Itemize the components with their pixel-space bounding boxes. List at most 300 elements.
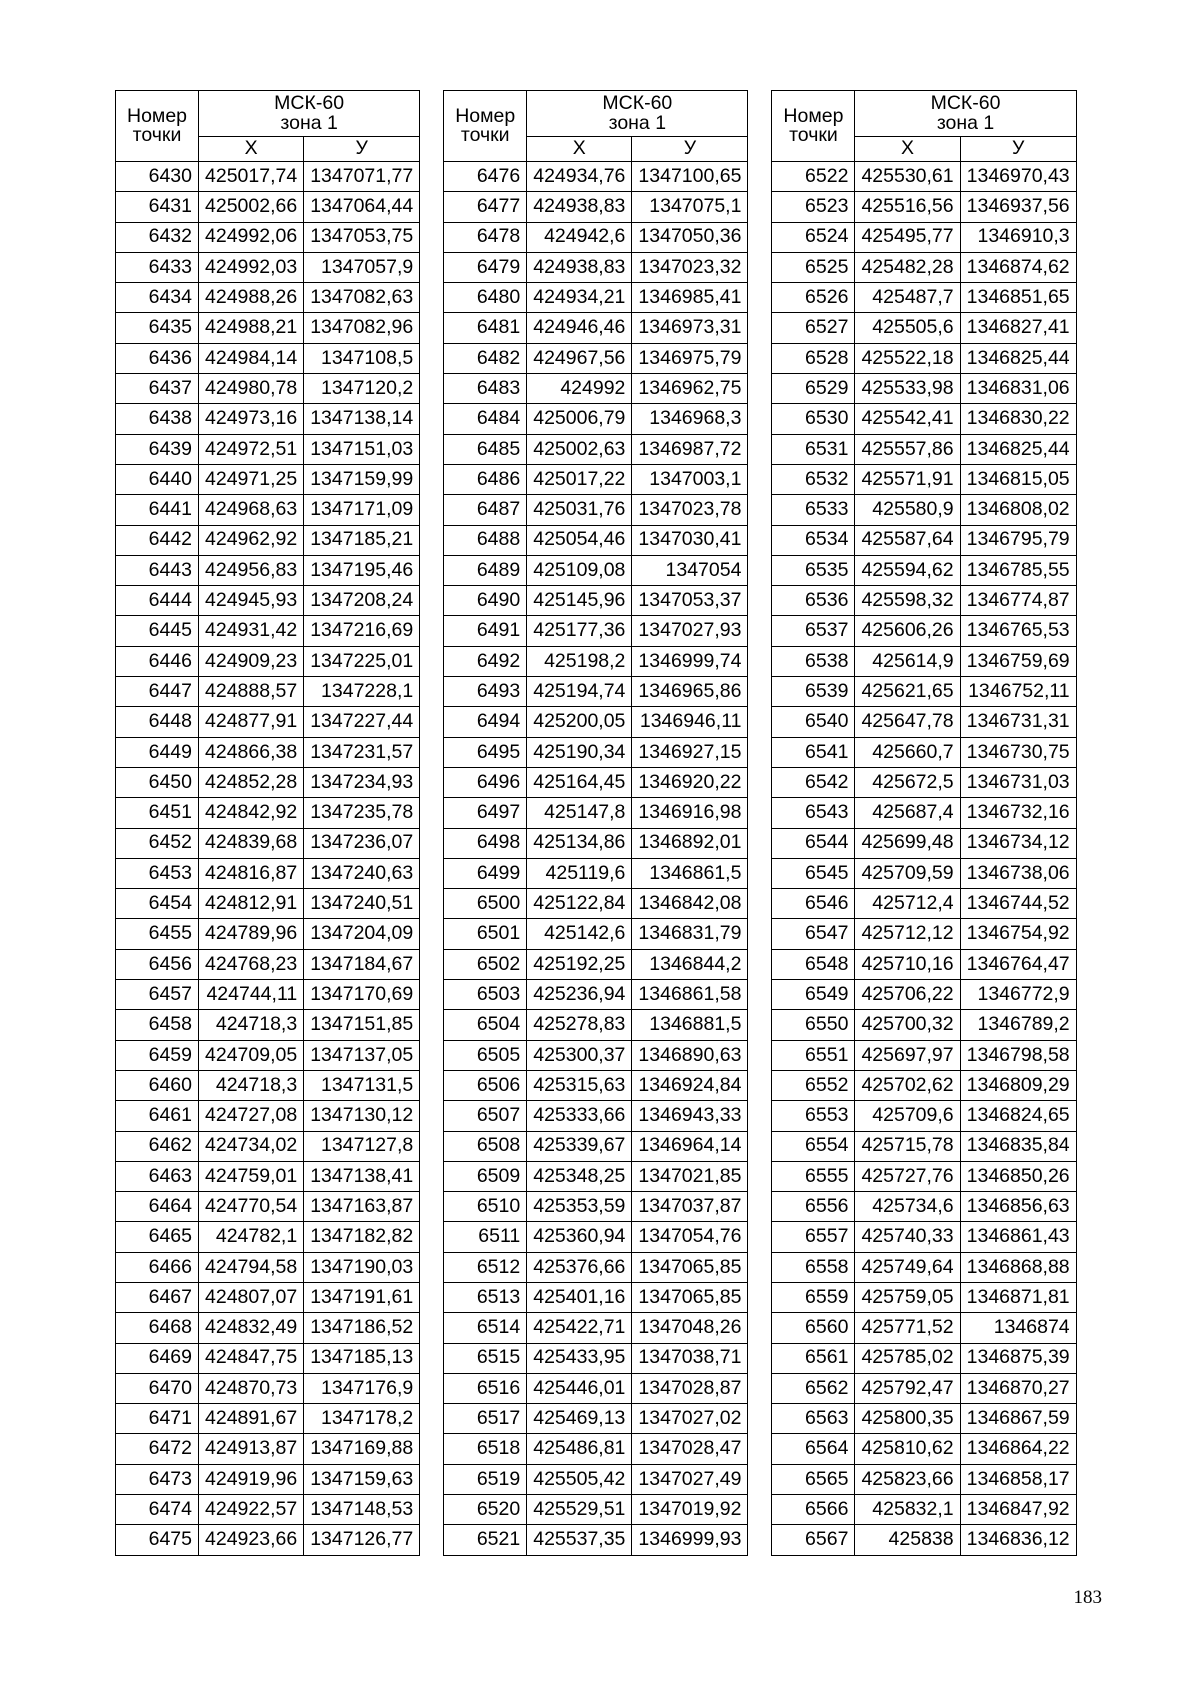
point-number-cell: 6475: [116, 1525, 199, 1555]
x-cell: 425580,9: [855, 495, 960, 525]
point-number-cell: 6487: [444, 495, 527, 525]
x-cell: 425712,12: [855, 919, 960, 949]
point-number-cell: 6462: [116, 1131, 199, 1161]
y-cell: 1347159,63: [304, 1464, 420, 1494]
table-row: [116, 616, 420, 646]
table-row: [772, 737, 1076, 767]
point-number-cell: 6457: [116, 980, 199, 1010]
y-cell: 1347023,78: [632, 495, 748, 525]
point-number-cell: 6539: [772, 677, 855, 707]
x-cell: 425759,05: [855, 1282, 960, 1312]
table-row: [444, 1101, 748, 1131]
table-row: [772, 1070, 1076, 1100]
point-number-cell: 6525: [772, 252, 855, 282]
y-cell: 1347050,36: [632, 222, 748, 252]
y-cell: 1346809,29: [960, 1070, 1076, 1100]
x-cell: 425190,34: [527, 737, 632, 767]
point-number-cell: 6541: [772, 737, 855, 767]
x-cell: 425571,91: [855, 464, 960, 494]
x-cell: 425505,42: [527, 1464, 632, 1494]
y-cell: 1346965,86: [632, 677, 748, 707]
point-number-cell: 6513: [444, 1282, 527, 1312]
point-number-cell: 6521: [444, 1525, 527, 1555]
y-cell: 1347054,76: [632, 1222, 748, 1252]
x-cell: 424934,21: [527, 283, 632, 313]
x-cell: 424744,11: [199, 980, 304, 1010]
y-cell: 1346831,06: [960, 374, 1076, 404]
table-row: [444, 828, 748, 858]
y-cell: 1346795,79: [960, 525, 1076, 555]
x-cell: 424938,83: [527, 192, 632, 222]
table-row: [772, 616, 1076, 646]
point-number-cell: 6549: [772, 980, 855, 1010]
x-cell: 424909,23: [199, 646, 304, 676]
table-row: [772, 525, 1076, 555]
table-row: [116, 495, 420, 525]
table-row: [116, 1252, 420, 1282]
x-cell: 425709,59: [855, 858, 960, 888]
table-row: [116, 222, 420, 252]
y-cell: 1346827,41: [960, 313, 1076, 343]
x-cell: 425192,25: [527, 949, 632, 979]
y-cell: 1347231,57: [304, 737, 420, 767]
point-number-cell: 6439: [116, 434, 199, 464]
point-number-cell: 6467: [116, 1282, 199, 1312]
table-row: [772, 1282, 1076, 1312]
table-row: [116, 1343, 420, 1373]
table-row: [772, 1252, 1076, 1282]
header-point-number: Номер точки: [772, 91, 855, 162]
table-row: [116, 1464, 420, 1494]
x-cell: 424718,3: [199, 1010, 304, 1040]
x-cell: 424888,57: [199, 677, 304, 707]
point-number-cell: 6463: [116, 1161, 199, 1191]
y-cell: 1346785,55: [960, 555, 1076, 585]
x-cell: 425727,76: [855, 1161, 960, 1191]
table-row: [444, 919, 748, 949]
y-cell: 1347028,47: [632, 1434, 748, 1464]
y-cell: 1346968,3: [632, 404, 748, 434]
point-number-cell: 6555: [772, 1161, 855, 1191]
table-row: [772, 495, 1076, 525]
y-cell: 1346927,15: [632, 737, 748, 767]
table-row: [772, 677, 1076, 707]
y-cell: 1346892,01: [632, 828, 748, 858]
x-cell: 425486,81: [527, 1434, 632, 1464]
x-cell: 425002,66: [199, 192, 304, 222]
point-number-cell: 6556: [772, 1192, 855, 1222]
x-cell: 425315,63: [527, 1070, 632, 1100]
point-number-cell: 6433: [116, 252, 199, 282]
point-number-cell: 6464: [116, 1192, 199, 1222]
point-number-cell: 6566: [772, 1495, 855, 1525]
table-row: [444, 1131, 748, 1161]
y-cell: 1347053,37: [632, 586, 748, 616]
table-row: [772, 828, 1076, 858]
y-cell: 1346752,11: [960, 677, 1076, 707]
header-y: У: [632, 137, 748, 162]
table-row: [116, 949, 420, 979]
table-row: [116, 1040, 420, 1070]
point-number-cell: 6493: [444, 677, 527, 707]
table-row: [772, 767, 1076, 797]
point-number-cell: 6451: [116, 798, 199, 828]
y-cell: 1346890,63: [632, 1040, 748, 1070]
y-cell: 1346975,79: [632, 343, 748, 373]
table-row: [116, 1192, 420, 1222]
point-number-cell: 6494: [444, 707, 527, 737]
y-cell: 1346772,9: [960, 980, 1076, 1010]
y-cell: 1346851,65: [960, 283, 1076, 313]
y-cell: 1347186,52: [304, 1313, 420, 1343]
y-cell: 1347163,87: [304, 1192, 420, 1222]
y-cell: 1347126,77: [304, 1525, 420, 1555]
x-cell: 425706,22: [855, 980, 960, 1010]
x-cell: 424794,58: [199, 1252, 304, 1282]
y-cell: 1346910,3: [960, 222, 1076, 252]
y-cell: 1346850,26: [960, 1161, 1076, 1191]
point-number-cell: 6468: [116, 1313, 199, 1343]
x-cell: 424839,68: [199, 828, 304, 858]
y-cell: 1347148,53: [304, 1495, 420, 1525]
table-row: [116, 343, 420, 373]
point-number-cell: 6565: [772, 1464, 855, 1494]
y-cell: 1347225,01: [304, 646, 420, 676]
y-cell: 1347204,09: [304, 919, 420, 949]
table-row: [772, 1495, 1076, 1525]
y-cell: 1346847,92: [960, 1495, 1076, 1525]
table-row: [772, 1192, 1076, 1222]
x-cell: 424931,42: [199, 616, 304, 646]
x-cell: 424919,96: [199, 1464, 304, 1494]
y-cell: 1347151,03: [304, 434, 420, 464]
point-number-cell: 6500: [444, 889, 527, 919]
table-row: [116, 586, 420, 616]
table-row: [116, 1525, 420, 1555]
point-number-cell: 6514: [444, 1313, 527, 1343]
point-number-cell: 6491: [444, 616, 527, 646]
x-cell: 425142,6: [527, 919, 632, 949]
table-row: [116, 1404, 420, 1434]
y-cell: 1346774,87: [960, 586, 1076, 616]
point-number-cell: 6497: [444, 798, 527, 828]
table-row: [772, 919, 1076, 949]
point-number-cell: 6531: [772, 434, 855, 464]
y-cell: 1347138,14: [304, 404, 420, 434]
table-row: [444, 1222, 748, 1252]
x-cell: 424945,93: [199, 586, 304, 616]
table-row: [772, 1404, 1076, 1434]
x-cell: 425529,51: [527, 1495, 632, 1525]
y-cell: 1347053,75: [304, 222, 420, 252]
x-cell: 425505,6: [855, 313, 960, 343]
table-row: [444, 192, 748, 222]
table-row: [772, 1161, 1076, 1191]
y-cell: 1346924,84: [632, 1070, 748, 1100]
y-cell: 1347151,85: [304, 1010, 420, 1040]
x-cell: 424807,07: [199, 1282, 304, 1312]
point-number-cell: 6520: [444, 1495, 527, 1525]
point-number-cell: 6537: [772, 616, 855, 646]
point-number-cell: 6564: [772, 1434, 855, 1464]
table-row: [444, 495, 748, 525]
table-row: [116, 555, 420, 585]
y-cell: 1346844,2: [632, 949, 748, 979]
table-row: [444, 313, 748, 343]
table-row: [772, 192, 1076, 222]
x-cell: 425537,35: [527, 1525, 632, 1555]
point-number-cell: 6501: [444, 919, 527, 949]
table-row: [116, 646, 420, 676]
y-cell: 1346815,05: [960, 464, 1076, 494]
y-cell: 1347227,44: [304, 707, 420, 737]
point-number-cell: 6459: [116, 1040, 199, 1070]
point-number-cell: 6524: [772, 222, 855, 252]
table-row: [116, 707, 420, 737]
point-number-cell: 6512: [444, 1252, 527, 1282]
table-row: [444, 404, 748, 434]
table-row: [116, 374, 420, 404]
y-cell: 1347038,71: [632, 1343, 748, 1373]
table-row: [444, 464, 748, 494]
point-number-cell: 6553: [772, 1101, 855, 1131]
x-cell: 424967,56: [527, 343, 632, 373]
y-cell: 1346987,72: [632, 434, 748, 464]
y-cell: 1347019,92: [632, 1495, 748, 1525]
point-number-cell: 6511: [444, 1222, 527, 1252]
point-number-cell: 6540: [772, 707, 855, 737]
x-cell: 425800,35: [855, 1404, 960, 1434]
point-number-cell: 6498: [444, 828, 527, 858]
y-cell: 1347064,44: [304, 192, 420, 222]
point-number-cell: 6559: [772, 1282, 855, 1312]
point-number-cell: 6523: [772, 192, 855, 222]
x-cell: 424789,96: [199, 919, 304, 949]
x-cell: 425177,36: [527, 616, 632, 646]
point-number-cell: 6562: [772, 1373, 855, 1403]
table-row: [444, 1373, 748, 1403]
y-cell: 1346861,5: [632, 858, 748, 888]
point-number-cell: 6545: [772, 858, 855, 888]
x-cell: 425647,78: [855, 707, 960, 737]
y-cell: 1347023,32: [632, 252, 748, 282]
y-cell: 1347027,02: [632, 1404, 748, 1434]
table-row: [116, 1070, 420, 1100]
point-number-cell: 6435: [116, 313, 199, 343]
y-cell: 1346871,81: [960, 1282, 1076, 1312]
table-row: [444, 1525, 748, 1555]
table-row: [116, 464, 420, 494]
x-cell: 424727,08: [199, 1101, 304, 1131]
point-number-cell: 6479: [444, 252, 527, 282]
x-cell: 425236,94: [527, 980, 632, 1010]
header-x: X: [199, 137, 304, 162]
point-number-cell: 6461: [116, 1101, 199, 1131]
x-cell: 425712,4: [855, 889, 960, 919]
point-number-cell: 6466: [116, 1252, 199, 1282]
table-row: [444, 1070, 748, 1100]
x-cell: 425054,46: [527, 525, 632, 555]
table-row: [444, 283, 748, 313]
y-cell: 1347137,05: [304, 1040, 420, 1070]
table-row: [772, 252, 1076, 282]
y-cell: 1346789,2: [960, 1010, 1076, 1040]
x-cell: 425740,33: [855, 1222, 960, 1252]
y-cell: 1347082,96: [304, 313, 420, 343]
table-row: [116, 767, 420, 797]
point-number-cell: 6495: [444, 737, 527, 767]
x-cell: 425832,1: [855, 1495, 960, 1525]
y-cell: 1346734,12: [960, 828, 1076, 858]
y-cell: 1347195,46: [304, 555, 420, 585]
table-row: [444, 1343, 748, 1373]
point-number-cell: 6480: [444, 283, 527, 313]
point-number-cell: 6438: [116, 404, 199, 434]
table-row: [116, 858, 420, 888]
point-number-cell: 6527: [772, 313, 855, 343]
coordinate-tables: [115, 90, 1077, 1556]
x-cell: 425594,62: [855, 555, 960, 585]
point-number-cell: 6444: [116, 586, 199, 616]
table-row: [116, 1313, 420, 1343]
y-cell: 1347071,77: [304, 162, 420, 192]
table-row: [772, 646, 1076, 676]
point-number-cell: 6546: [772, 889, 855, 919]
point-number-cell: 6450: [116, 767, 199, 797]
header-y: У: [304, 137, 420, 162]
x-cell: 424734,02: [199, 1131, 304, 1161]
x-cell: 425194,74: [527, 677, 632, 707]
y-cell: 1347028,87: [632, 1373, 748, 1403]
y-cell: 1346970,43: [960, 162, 1076, 192]
table-row: [116, 980, 420, 1010]
y-cell: 1346867,59: [960, 1404, 1076, 1434]
table-row: [116, 1282, 420, 1312]
y-cell: 1347065,85: [632, 1252, 748, 1282]
y-cell: 1347191,61: [304, 1282, 420, 1312]
point-number-cell: 6558: [772, 1252, 855, 1282]
point-number-cell: 6442: [116, 525, 199, 555]
table-row: [772, 1464, 1076, 1494]
table-row: [116, 1434, 420, 1464]
y-cell: 1347240,51: [304, 889, 420, 919]
table-row: [116, 1495, 420, 1525]
x-cell: 425339,67: [527, 1131, 632, 1161]
y-cell: 1347027,49: [632, 1464, 748, 1494]
table-row: [772, 1525, 1076, 1555]
table-row: [772, 980, 1076, 1010]
x-cell: 425699,48: [855, 828, 960, 858]
point-number-cell: 6534: [772, 525, 855, 555]
table-row: [116, 162, 420, 192]
x-cell: 425433,95: [527, 1343, 632, 1373]
x-cell: 425134,86: [527, 828, 632, 858]
x-cell: 425495,77: [855, 222, 960, 252]
y-cell: 1347236,07: [304, 828, 420, 858]
point-number-cell: 6543: [772, 798, 855, 828]
x-cell: 425672,5: [855, 767, 960, 797]
y-cell: 1347108,5: [304, 343, 420, 373]
table-row: [116, 1101, 420, 1131]
x-cell: 425353,59: [527, 1192, 632, 1222]
table-row: [772, 949, 1076, 979]
x-cell: 425771,52: [855, 1313, 960, 1343]
point-number-cell: 6445: [116, 616, 199, 646]
point-number-cell: 6486: [444, 464, 527, 494]
table-row: [772, 586, 1076, 616]
table-row: [772, 858, 1076, 888]
table-row: [444, 162, 748, 192]
point-number-cell: 6446: [116, 646, 199, 676]
point-number-cell: 6530: [772, 404, 855, 434]
point-number-cell: 6516: [444, 1373, 527, 1403]
table-row: [116, 252, 420, 282]
x-cell: 424972,51: [199, 434, 304, 464]
table-row: [444, 1282, 748, 1312]
table-row: [444, 737, 748, 767]
y-cell: 1346764,47: [960, 949, 1076, 979]
x-cell: 425006,79: [527, 404, 632, 434]
y-cell: 1346730,75: [960, 737, 1076, 767]
y-cell: 1347208,24: [304, 586, 420, 616]
table-row: [444, 1495, 748, 1525]
table-row: [772, 707, 1076, 737]
table-row: [444, 343, 748, 373]
point-number-cell: 6452: [116, 828, 199, 858]
y-cell: 1346808,02: [960, 495, 1076, 525]
y-cell: 1347131,5: [304, 1070, 420, 1100]
x-cell: 425533,98: [855, 374, 960, 404]
y-cell: 1346744,52: [960, 889, 1076, 919]
y-cell: 1347003,1: [632, 464, 748, 494]
x-cell: 425422,71: [527, 1313, 632, 1343]
point-number-cell: 6567: [772, 1525, 855, 1555]
header-coordinate-system: МСК-60 зона 1: [855, 91, 1076, 137]
point-number-cell: 6453: [116, 858, 199, 888]
point-number-cell: 6469: [116, 1343, 199, 1373]
table-row: [772, 343, 1076, 373]
point-number-cell: 6557: [772, 1222, 855, 1252]
table-row: [772, 1313, 1076, 1343]
point-number-cell: 6552: [772, 1070, 855, 1100]
x-cell: 425697,97: [855, 1040, 960, 1070]
point-number-cell: 6526: [772, 283, 855, 313]
table-row: [772, 283, 1076, 313]
table-row: [772, 1101, 1076, 1131]
y-cell: 1346964,14: [632, 1131, 748, 1161]
y-cell: 1346731,31: [960, 707, 1076, 737]
point-number-cell: 6441: [116, 495, 199, 525]
table-row: [772, 404, 1076, 434]
x-cell: 425621,65: [855, 677, 960, 707]
table-row: [116, 1222, 420, 1252]
x-cell: 424866,38: [199, 737, 304, 767]
point-number-cell: 6434: [116, 283, 199, 313]
table-row: [444, 767, 748, 797]
table-row: [444, 1464, 748, 1494]
y-cell: 1347176,9: [304, 1373, 420, 1403]
y-cell: 1347184,67: [304, 949, 420, 979]
point-number-cell: 6436: [116, 343, 199, 373]
x-cell: 425333,66: [527, 1101, 632, 1131]
point-number-cell: 6529: [772, 374, 855, 404]
x-cell: 425734,6: [855, 1192, 960, 1222]
point-number-cell: 6547: [772, 919, 855, 949]
table-row: [444, 1313, 748, 1343]
table-row: [444, 646, 748, 676]
x-cell: 424770,54: [199, 1192, 304, 1222]
x-cell: 425002,63: [527, 434, 632, 464]
